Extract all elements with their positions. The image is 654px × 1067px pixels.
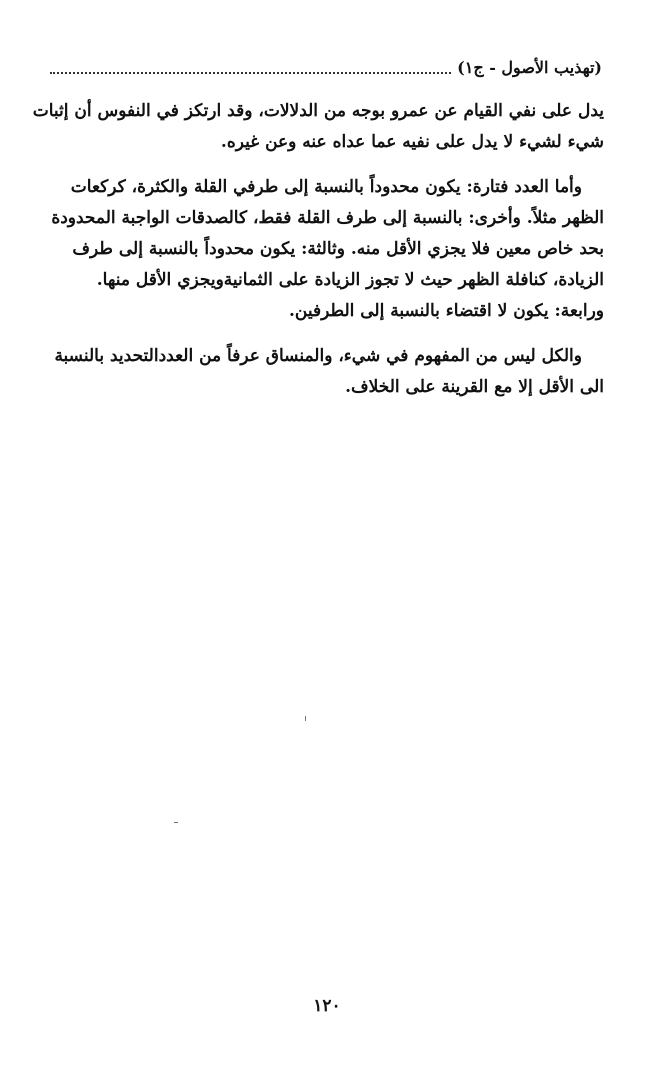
header-leader-dots <box>50 72 451 74</box>
text-line: الظهر مثلاً. وأخرى: بالنسبة إلى طرف القلة فقط، كالصدقات الواجبة المحدودة <box>51 208 604 228</box>
paragraph-3 <box>48 341 604 403</box>
paragraph-2 <box>48 172 604 327</box>
text-line: الزيادة، كنافلة الظهر حيث لا تجوز الزيادة على الثمانيةويجزي الأقل منها. <box>96 270 604 290</box>
body-text <box>32 96 604 417</box>
scan-speck <box>305 716 306 721</box>
header-title: (تهذيب الأصول - ج١) <box>457 58 602 77</box>
text-line: الى الأقل إلا مع القرينة على الخلاف. <box>345 377 604 397</box>
text-line: بحد خاص معين فلا يجزي الأقل منه. وثالثة: يكون محدوداً بالنسبة إلى طرف <box>72 239 604 259</box>
text-line: شيء لشيء لا يدل على نفيه عما عداه عنه وعن غيره. <box>220 132 604 152</box>
text-line: والكل ليس من المفهوم في شيء، والمنساق عرفاً من العددالتحديد بالنسبة <box>54 346 582 366</box>
scan-speck <box>174 822 178 823</box>
text-line: يدل على نفي القيام عن عمرو بوجه من الدلالات، وقد ارتكز في النفوس أن إثبات <box>32 101 604 121</box>
paragraph-1 <box>32 96 604 158</box>
running-header <box>50 52 602 78</box>
text-line: ورابعة: يكون لا اقتضاء بالنسبة إلى الطرفين. <box>289 301 604 321</box>
page-number: ١٢٠ <box>313 996 341 1016</box>
text-line: وأما العدد فتارة: يكون محدوداً بالنسبة إلى طرفي القلة والكثرة، كركعات <box>70 177 582 197</box>
